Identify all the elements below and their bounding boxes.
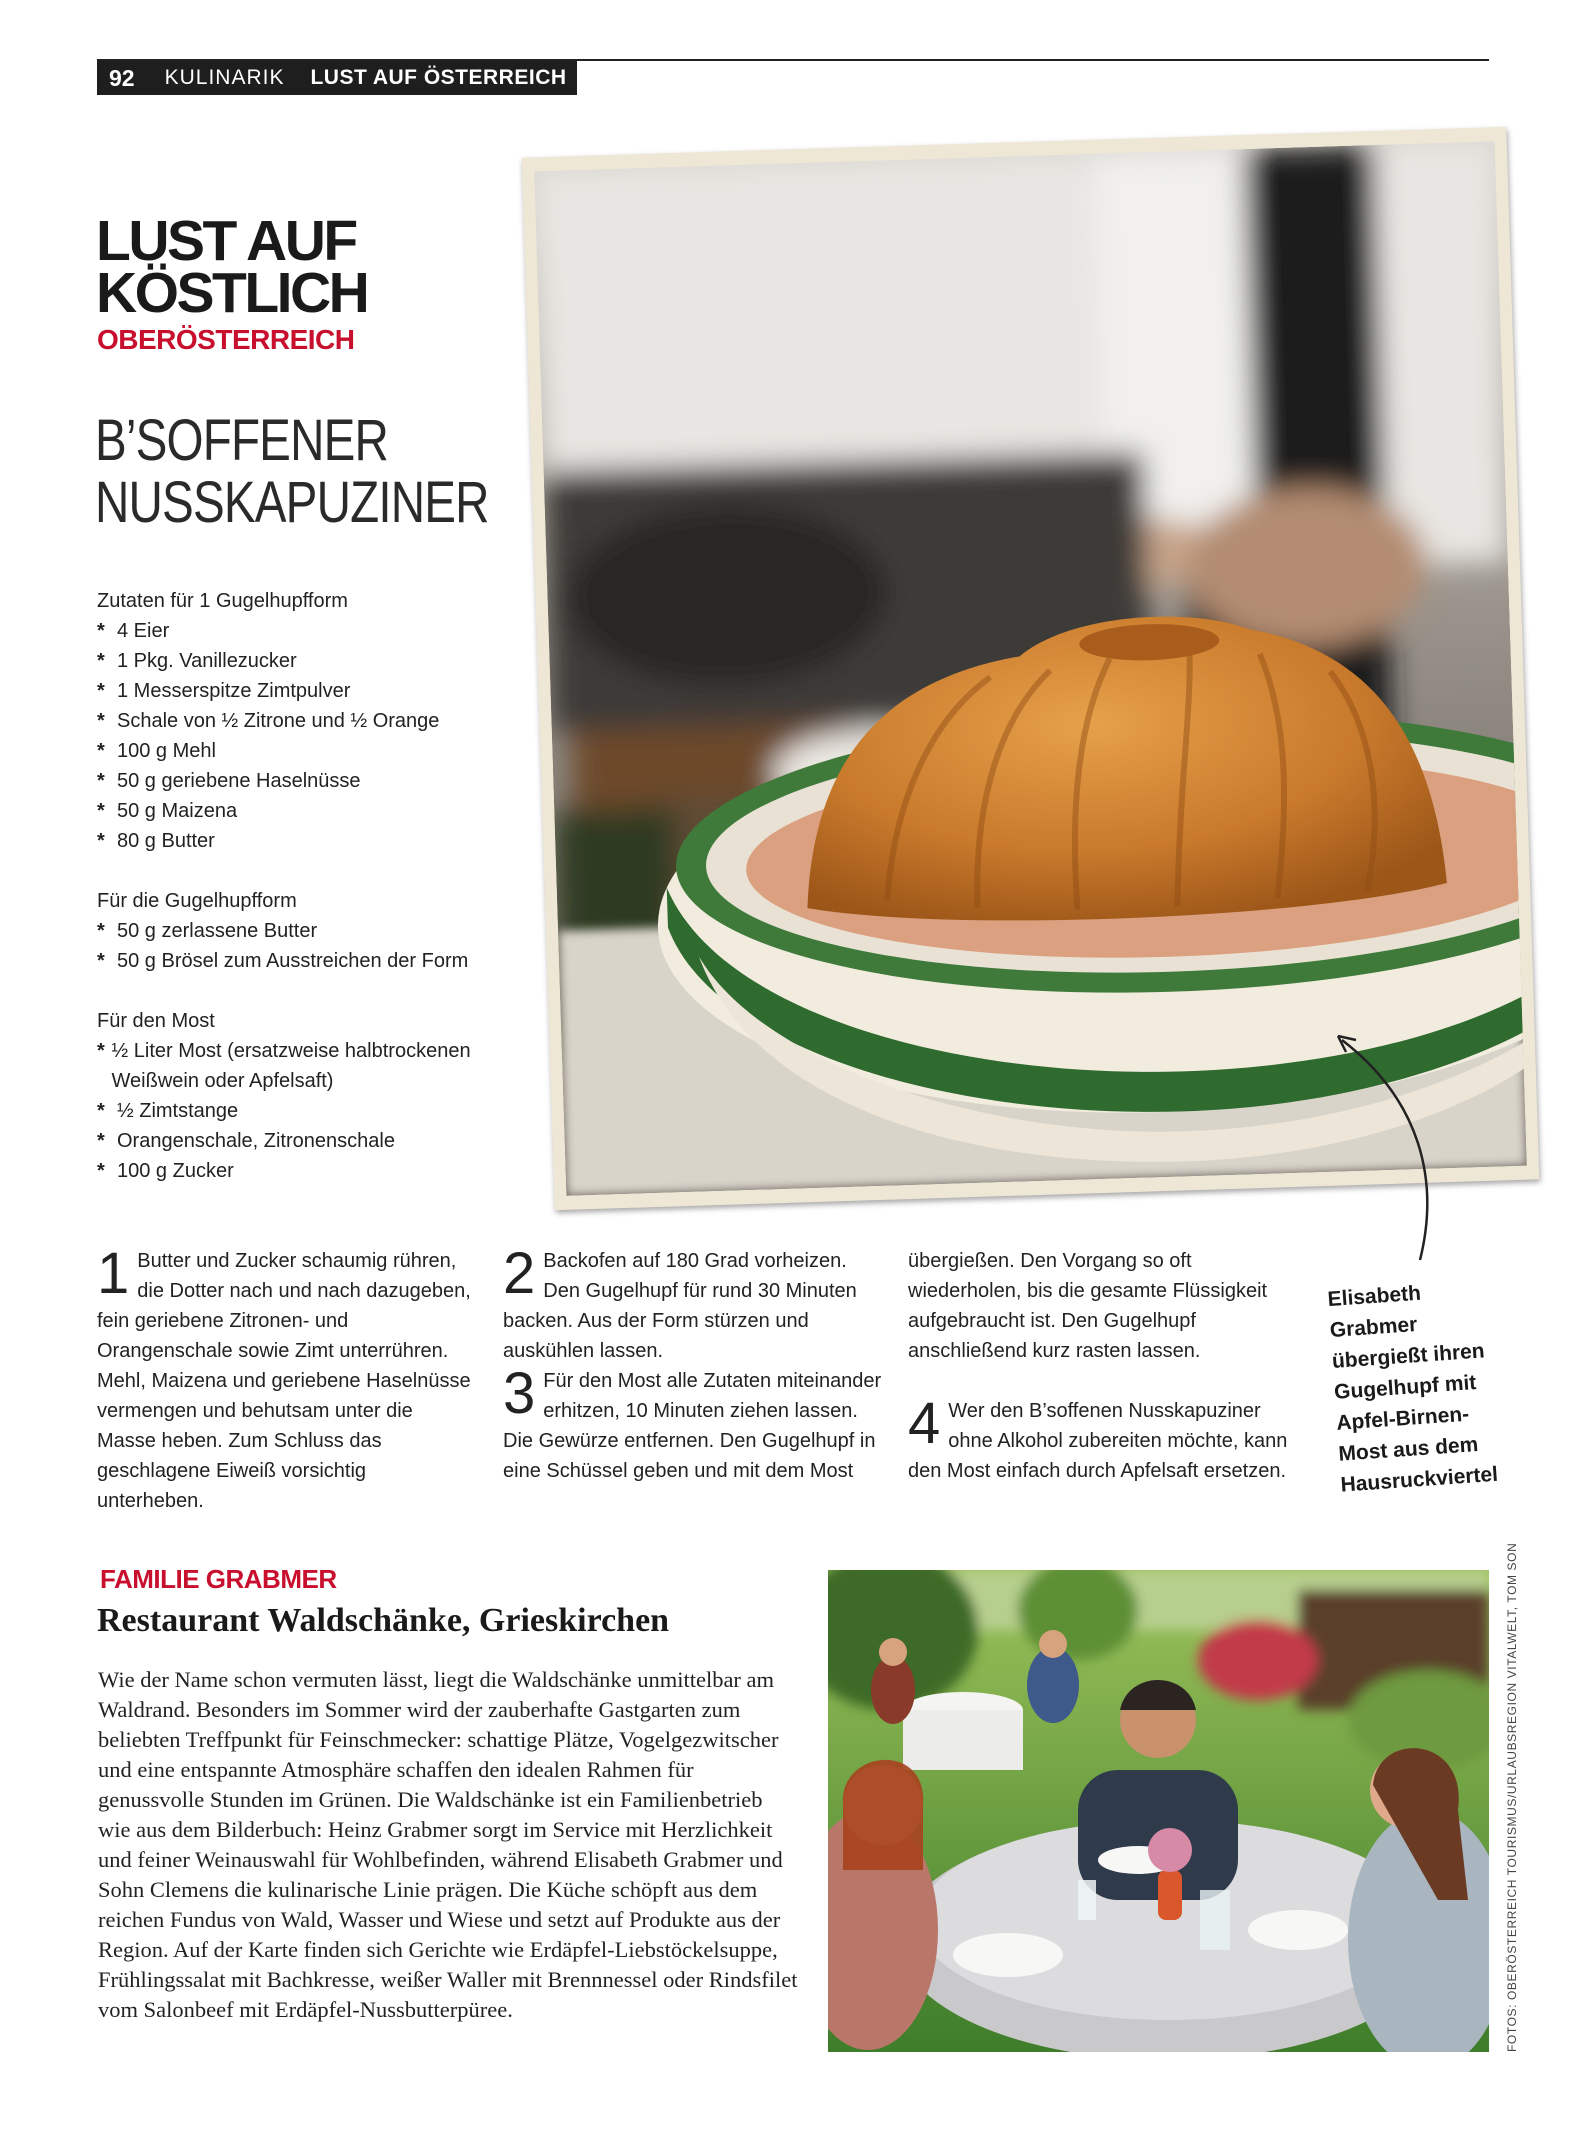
- photo-credit: FOTOS: OBERÖSTERREICH TOURISMUS/URLAUBSREGION VITALWELT, TOM SON: [1505, 1542, 1519, 2052]
- step-text: Backofen auf 180 Grad vorheizen. Den Gugelhupf für rund 30 Minuten backen. Aus der Form stürzen und auskühlen lassen.: [503, 1250, 857, 1362]
- step-4: [908, 1391, 1293, 1486]
- ingredient-group: [97, 586, 537, 856]
- asterisk-icon: *: [97, 680, 105, 702]
- ingredient-item: * Schale von ½ Zitrone und ½ Orange: [97, 706, 537, 736]
- brand-line-1: LUST AUF: [96, 209, 356, 273]
- ingredient-item: * ½ Zimtstange: [97, 1096, 537, 1126]
- ingredient-item: * 100 g Zucker: [97, 1156, 537, 1186]
- page-number: 92: [109, 64, 135, 91]
- asterisk-icon: *: [97, 950, 105, 972]
- step-text: Butter und Zucker schaumig rühren, die Dotter nach und nach dazugeben, fein geriebene Zitronen- und Orangenschale sowie Zimt unterrühren. Mehl, Maizena und geriebene Haselnüsse vermengen und behutsam unter die Masse heben. Zum Schluss das geschlagene Eiweiß vorsichtig unterheben.: [97, 1250, 471, 1512]
- asterisk-icon: *: [97, 710, 105, 732]
- ingredient-item: * 50 g Brösel zum Ausstreichen der Form: [97, 946, 537, 976]
- family-label: FAMILIE GRABMER: [100, 1564, 337, 1594]
- asterisk-icon: *: [97, 1100, 105, 1122]
- step-text: Für den Most alle Zutaten miteinander erhitzen, 10 Minuten ziehen lassen. Die Gewürze entfernen. Den Gugelhupf in eine Schüssel geben und mit dem Most: [503, 1370, 882, 1482]
- section-label: KULINARIK: [164, 66, 285, 89]
- restaurant-body-text: Wie der Name schon vermuten lässt, liegt die Waldschänke unmittelbar am Waldrand. Besonders im Sommer wird der zauberhafte Gastgarten zum beliebten Treffpunkt für Feinschmecker: schattige Plätze, Vogelgezwitscher und eine entspannte Atmosphäre schaffen den idealen Rahmen für genussvolle Stunden im Grünen. Die Waldschänke ist ein Familienbetrieb wie aus dem Bilderbuch: Heinz Grabmer sorgt im Service mit Herzlichkeit und feiner Weinauswahl für Wohlbefinden, während Elisabeth Grabmer und Sohn Clemens die kulinarische Linie prägen. Die Küche schöpft aus dem reichen Fundus von Wald, Wasser und Wiese und setzt auf Produkte aus der Region. Auf der Karte finden sich Gerichte wie Erdäpfel-Liebstöckelsuppe, Frühlingssalat mit Bachkresse, weißer Waller mit Brennnessel oder Rindsfilet vom Salonbeef mit Erdäpfel-Nussbutterpüree.: [98, 1667, 798, 2022]
- recipe-title-line-1: B’SOFFENER: [95, 408, 389, 473]
- ingredient-item: * ½ Liter Most (ersatzweise halbtrockenen Weißwein oder Apfelsaft): [97, 1036, 537, 1096]
- asterisk-icon: *: [97, 800, 105, 822]
- brand-line-2: KÖSTLICH: [96, 261, 368, 325]
- ingredient-item: * 4 Eier: [97, 616, 537, 646]
- ingredient-item: * Orangenschale, Zitronenschale: [97, 1126, 537, 1156]
- ingredient-group-heading: Zutaten für 1 Gugelhupfform: [97, 590, 348, 612]
- ingredient-group-heading: Für den Most: [97, 1010, 215, 1032]
- asterisk-icon: *: [97, 1160, 105, 1182]
- ingredient-item: * 50 g geriebene Haselnüsse: [97, 766, 537, 796]
- page-header: [97, 59, 1489, 97]
- ingredient-list: [97, 586, 537, 1216]
- caption-arrow: [1330, 1020, 1450, 1270]
- step-text: übergießen. Den Vorgang so oft wiederholen, bis die gesamte Flüssigkeit aufgebraucht ist. Den Gugelhupf anschließend kurz rasten lassen.: [908, 1250, 1268, 1362]
- asterisk-icon: *: [97, 620, 105, 642]
- brand-logo: [96, 209, 368, 325]
- recipe-title-line-2: NUSSKAPUZINER: [95, 470, 489, 535]
- ingredient-group: [97, 1006, 537, 1186]
- step-number: 3: [503, 1361, 536, 1426]
- step-2: [503, 1241, 888, 1366]
- asterisk-icon: *: [97, 770, 105, 792]
- asterisk-icon: *: [97, 1040, 105, 1062]
- restaurant-name: Restaurant Waldschänke, Grieskirchen: [97, 1602, 670, 1639]
- ingredient-item: * 80 g Butter: [97, 826, 537, 856]
- ingredient-item: * 1 Pkg. Vanillezucker: [97, 646, 537, 676]
- asterisk-icon: *: [97, 1130, 105, 1152]
- step-3-continued: [908, 1246, 1293, 1366]
- ingredient-group: [97, 886, 537, 976]
- ingredient-group-heading: Für die Gugelhupfform: [97, 890, 297, 912]
- step-3: [503, 1361, 888, 1486]
- ingredient-item: * 50 g zerlassene Butter: [97, 916, 537, 946]
- ingredient-item: * 1 Messerspitze Zimtpulver: [97, 676, 537, 706]
- step-number: 4: [908, 1391, 941, 1456]
- region-label: OBERÖSTERREICH: [97, 324, 355, 355]
- ingredient-item: * 50 g Maizena: [97, 796, 537, 826]
- garden-dining-illustration: [828, 1570, 1489, 2052]
- step-number: 1: [97, 1241, 130, 1306]
- asterisk-icon: *: [97, 920, 105, 942]
- asterisk-icon: *: [97, 650, 105, 672]
- asterisk-icon: *: [97, 830, 105, 852]
- asterisk-icon: *: [97, 740, 105, 762]
- header-bar: [97, 61, 577, 95]
- recipe-title: [95, 410, 489, 534]
- step-text: Wer den B’soffenen Nusskapuziner ohne Alkohol zubereiten möchte, kann den Most einfach durch Apfelsaft ersetzen.: [908, 1400, 1288, 1482]
- step-number: 2: [503, 1241, 536, 1306]
- ingredient-item: * 100 g Mehl: [97, 736, 537, 766]
- series-title: LUST AUF ÖSTERREICH: [310, 66, 567, 89]
- step-1: [97, 1241, 477, 1516]
- photo-caption: Elisabeth Grabmer übergießt ihren Gugelhupf mit Apfel-Birnen-Most aus dem Hausruckviertel: [1326, 1281, 1499, 1497]
- garden-photo: [828, 1570, 1489, 2052]
